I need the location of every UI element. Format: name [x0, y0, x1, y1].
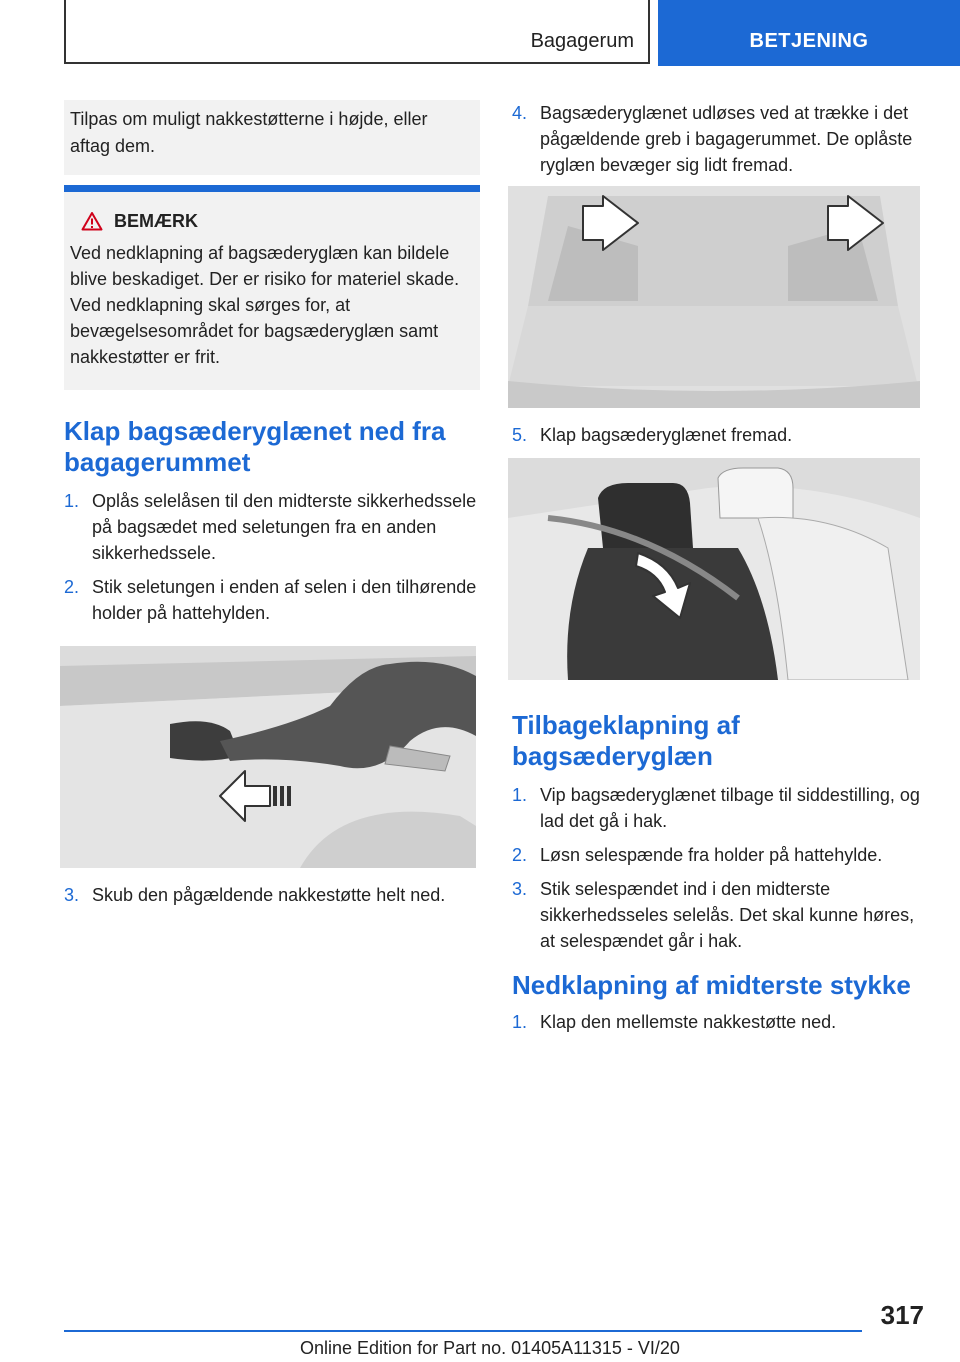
- step-text: Løsn selespænde fra holder på hattehylde.: [540, 845, 883, 865]
- step-number: 2.: [64, 577, 80, 597]
- list-item: [512, 100, 924, 178]
- step-text: Klap bagsæderyglænet fremad.: [540, 425, 793, 445]
- step-text: Bagsæderyglænet udløses ved at trække i det pågældende greb i bagagerummet. De oplåste ryglæn bevæger sig lidt fremad.: [540, 103, 913, 175]
- list-item: [512, 782, 924, 834]
- warning-bar: [64, 185, 480, 192]
- right-column: [512, 100, 924, 1043]
- note-box: [64, 100, 480, 175]
- step-number: 3.: [64, 885, 80, 905]
- list-item: [64, 574, 480, 626]
- warning-triangle-icon: [70, 208, 114, 234]
- footer-edition: Online Edition for Part no. 01405A11315 - VI/20: [300, 1338, 680, 1358]
- list-item: [64, 882, 480, 908]
- warning-text: Ved nedklapning af bagsæderyglæn kan bildele blive beskadiget. Der er risiko for materiel skade. Ved nedklapning skal sørges for, at bevægelsesområdet for bagsæderyglæn samt nakkestøtter er frit.: [70, 243, 460, 367]
- left-column: [64, 100, 480, 916]
- step-number: 4.: [512, 103, 528, 123]
- footer-rule: [64, 1330, 862, 1332]
- step-text: Stik seletungen i enden af selen i den tilhørende holder på hattehylden.: [92, 577, 477, 623]
- step-text: Stik selespændet ind i den midterste sikkerhedsseles selelås. Det skal kunne høres, at selespændet går i hak.: [540, 879, 915, 951]
- header-chapter-tab[interactable]: [658, 0, 960, 66]
- list-item: [512, 422, 924, 448]
- list-item: [512, 842, 924, 868]
- step-text: Oplås selelåsen til den midterste sikkerhedssele på bagsædet med seletungen fra en anden sikkerhedssele.: [92, 491, 477, 563]
- header-section-title: Bagagerum: [530, 30, 634, 52]
- warning-box: [64, 192, 480, 390]
- step-text: Vip bagsæderyglænet tilbage til siddestilling, og lad det gå i hak.: [540, 785, 920, 831]
- section-heading-fold-back: Tilbageklapning af bagsæderyglæn: [512, 710, 740, 771]
- figure-parcel-shelf-belt: [60, 646, 476, 868]
- header-chapter-title: BETJENING: [749, 30, 869, 52]
- list-item: [512, 876, 924, 954]
- step-number: 2.: [512, 845, 528, 865]
- steps-list-fold: [64, 488, 480, 626]
- steps-list-fold-back: [512, 782, 924, 954]
- list-item: [512, 1009, 924, 1035]
- step-number: 1.: [512, 785, 528, 805]
- steps-list-middle: [512, 1009, 924, 1035]
- figure-trunk-release-handles: [508, 186, 920, 408]
- step-number: 1.: [512, 1012, 528, 1032]
- figure-seat-fold-forward: [508, 458, 920, 680]
- step-number: 1.: [64, 491, 80, 511]
- list-item: [64, 488, 480, 566]
- step-number: 5.: [512, 425, 528, 445]
- step-number: 3.: [512, 879, 528, 899]
- step-text: Klap den mellemste nakkestøtte ned.: [540, 1012, 837, 1032]
- warning-title: BEMÆRK: [114, 210, 198, 231]
- page-number: 317: [880, 1300, 924, 1330]
- warning-header: [70, 208, 472, 234]
- step-text: Skub den pågældende nakkestøtte helt ned.: [92, 885, 446, 905]
- section-heading-fold-from-trunk: Klap bagsæderyglænet ned fra bagagerummet: [64, 416, 446, 477]
- section-heading-middle-piece: Nedklapning af midterste stykke: [512, 970, 911, 1000]
- header-section-box: [64, 0, 650, 64]
- note-text: Tilpas om muligt nakkestøtterne i højde, eller aftag dem.: [70, 109, 428, 156]
